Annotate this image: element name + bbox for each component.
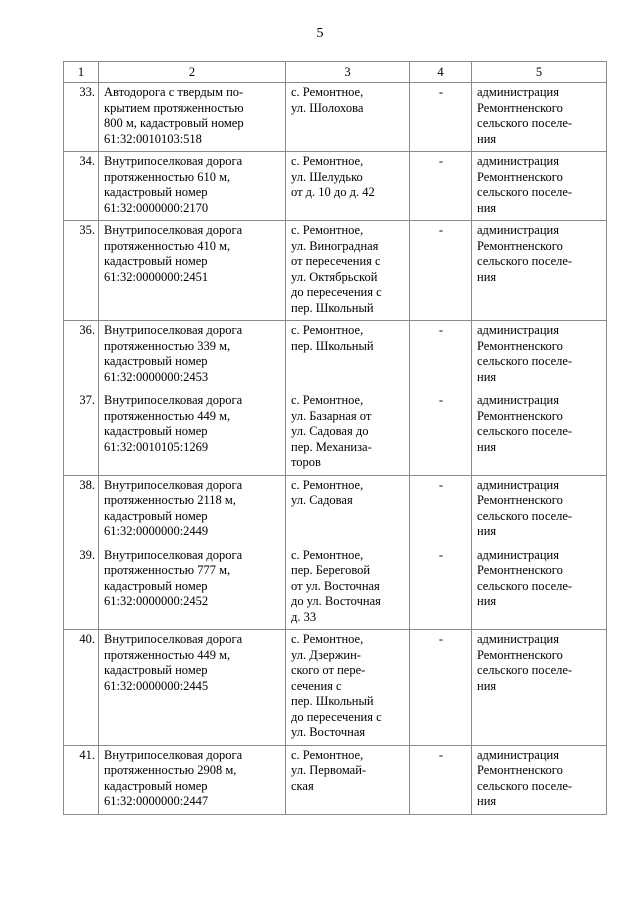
object-description: Внутрипоселковая дорога протяженностью 2908 м, кадастровый номер 61:32:0000000:2447 <box>99 745 286 814</box>
owner-name: администрация Ремонтненского сельского поселе- ния <box>472 630 607 746</box>
object-description: Автодорога с твердым по- крытием протяженностью 800 м, кадастровый номер 61:32:0010103:518 <box>99 83 286 152</box>
column-4-value: - <box>410 221 472 321</box>
object-description: Внутрипоселковая дорога протяженностью 777 м, кадастровый номер 61:32:0000000:2452 <box>99 546 286 630</box>
owner-name: администрация Ремонтненского сельского поселе- ния <box>472 391 607 475</box>
row-number: 33. <box>64 83 99 152</box>
table-row <box>64 152 607 221</box>
header-cell-5: 5 <box>472 62 607 83</box>
object-address: с. Ремонтное, пер. Школьный <box>286 321 410 392</box>
object-address: с. Ремонтное, ул. Шелудько от д. 10 до д. 42 <box>286 152 410 221</box>
row-number: 35. <box>64 221 99 321</box>
owner-name: администрация Ремонтненского сельского поселе- ния <box>472 221 607 321</box>
object-address: с. Ремонтное, пер. Береговой от ул. Восточная до ул. Восточная д. 33 <box>286 546 410 630</box>
row-number: 34. <box>64 152 99 221</box>
column-4-value: - <box>410 152 472 221</box>
object-address: с. Ремонтное, ул. Дзержин- ского от пере- сечения с пер. Школьный до пересечения с ул. Восточная <box>286 630 410 746</box>
row-number: 38. <box>64 475 99 546</box>
table-row <box>64 546 607 630</box>
row-number: 40. <box>64 630 99 746</box>
column-4-value: - <box>410 630 472 746</box>
object-address: с. Ремонтное, ул. Базарная от ул. Садовая до пер. Механиза- торов <box>286 391 410 475</box>
header-cell-2: 2 <box>99 62 286 83</box>
object-description: Внутрипоселковая дорога протяженностью 449 м, кадастровый номер 61:32:0000000:2445 <box>99 630 286 746</box>
column-4-value: - <box>410 475 472 546</box>
table-row <box>64 321 607 392</box>
table-row <box>64 83 607 152</box>
object-address: с. Ремонтное, ул. Первомай- ская <box>286 745 410 814</box>
object-address: с. Ремонтное, ул. Садовая <box>286 475 410 546</box>
column-4-value: - <box>410 83 472 152</box>
row-number: 41. <box>64 745 99 814</box>
row-number: 39. <box>64 546 99 630</box>
owner-name: администрация Ремонтненского сельского поселе- ния <box>472 152 607 221</box>
header-row <box>64 62 607 83</box>
object-description: Внутрипоселковая дорога протяженностью 449 м, кадастровый номер 61:32:0010105:1269 <box>99 391 286 475</box>
owner-name: администрация Ремонтненского сельского поселе- ния <box>472 546 607 630</box>
owner-name: администрация Ремонтненского сельского поселе- ния <box>472 83 607 152</box>
column-4-value: - <box>410 391 472 475</box>
table-row <box>64 221 607 321</box>
row-number: 36. <box>64 321 99 392</box>
table-row <box>64 745 607 814</box>
object-description: Внутрипоселковая дорога протяженностью 2118 м, кадастровый номер 61:32:0000000:2449 <box>99 475 286 546</box>
owner-name: администрация Ремонтненского сельского поселе- ния <box>472 475 607 546</box>
object-description: Внутрипоселковая дорога протяженностью 410 м, кадастровый номер 61:32:0000000:2451 <box>99 221 286 321</box>
table-row <box>64 630 607 746</box>
header-cell-4: 4 <box>410 62 472 83</box>
object-address: с. Ремонтное, ул. Шолохова <box>286 83 410 152</box>
row-number: 37. <box>64 391 99 475</box>
object-description: Внутрипоселковая дорога протяженностью 610 м, кадастровый номер 61:32:0000000:2170 <box>99 152 286 221</box>
header-cell-1: 1 <box>64 62 99 83</box>
table-row <box>64 391 607 475</box>
property-register-table <box>63 61 607 815</box>
object-description: Внутрипоселковая дорога протяженностью 339 м, кадастровый номер 61:32:0000000:2453 <box>99 321 286 392</box>
column-4-value: - <box>410 321 472 392</box>
owner-name: администрация Ремонтненского сельского поселе- ния <box>472 745 607 814</box>
column-4-value: - <box>410 546 472 630</box>
owner-name: администрация Ремонтненского сельского поселе- ния <box>472 321 607 392</box>
header-cell-3: 3 <box>286 62 410 83</box>
column-4-value: - <box>410 745 472 814</box>
object-address: с. Ремонтное, ул. Виноградная от пересечения с ул. Октябрьской до пересечения с пер. Школьный <box>286 221 410 321</box>
page-number: 5 <box>316 26 324 41</box>
table-row <box>64 475 607 546</box>
